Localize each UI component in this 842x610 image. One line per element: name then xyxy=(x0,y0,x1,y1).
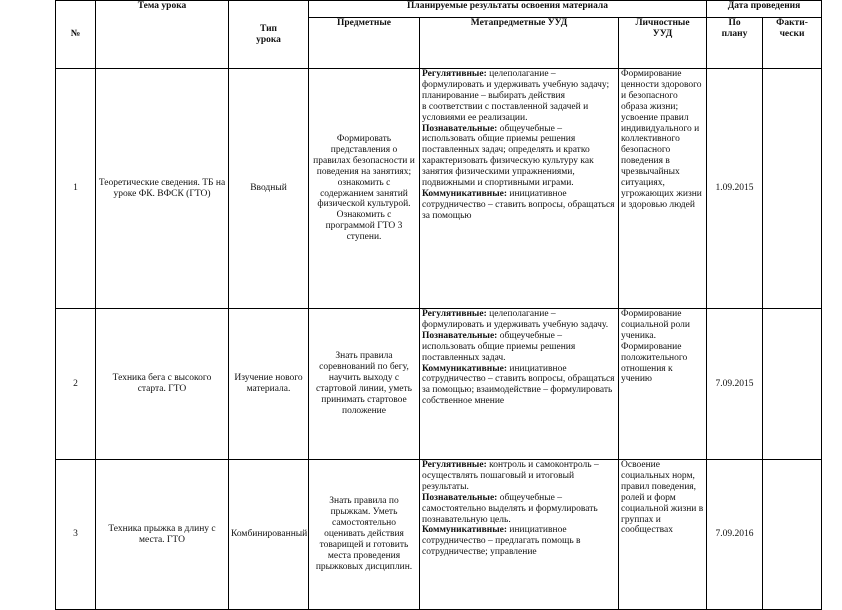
meta-label: Познавательные: xyxy=(422,123,498,134)
meta-text: контроль и самоконтроль – осуществлять пошаговый и итоговый результаты. xyxy=(422,460,599,492)
row-subject-results: Знать правила по прыжкам. Уметь самостоятельно оценивать действия товарищей и готовить места проведения прыжковых дисциплин. xyxy=(309,460,420,610)
meta-item xyxy=(422,493,616,526)
header-plan xyxy=(707,18,763,69)
header-personal xyxy=(619,18,707,69)
meta-item xyxy=(422,124,616,189)
row-type: Изучение нового материала. xyxy=(229,309,309,460)
meta-label: Познавательные: xyxy=(422,492,498,503)
meta-label: Регулятивные: xyxy=(422,69,487,79)
row-meta-results xyxy=(420,460,619,610)
row-topic: Техника бега с высокого старта. ГТО xyxy=(96,309,229,460)
row-date-fact xyxy=(763,69,822,309)
row-date-plan: 7.09.2016 xyxy=(707,460,763,610)
row-type: Вводный xyxy=(229,69,309,309)
meta-item xyxy=(422,309,616,331)
meta-item xyxy=(422,102,616,124)
header-plan-line1: По xyxy=(728,18,741,28)
row-personal-results: Освоение социальных норм, правил поведения, ролей и форм социальной жизни в группах и сообществах xyxy=(619,460,707,610)
row-type: Комбинированный xyxy=(229,460,309,610)
row-date-plan: 1.09.2015 xyxy=(707,69,763,309)
meta-label: Регулятивные: xyxy=(422,460,487,470)
meta-text: инициативное сотрудничество – ставить вопросы, обращаться за помощью xyxy=(422,188,615,221)
meta-text: целеполагание – формулировать и удерживать учебную задачу; планирование – выбирать действия xyxy=(422,69,610,101)
meta-item xyxy=(422,331,616,364)
row-subject-results: Формировать представления о правилах безопасности и поведения на занятиях; ознакомить с содержанием занятий физической культурой. Ознакомить с программой ГТО 3 ступени. xyxy=(309,69,420,309)
header-subject: Предметные xyxy=(309,18,420,69)
header-planned: Планируемые результаты освоения материала xyxy=(309,1,707,18)
row-date-fact xyxy=(763,309,822,460)
header-type-line2: урока xyxy=(256,34,281,45)
header-personal-line2: УУД xyxy=(652,28,673,39)
table-row xyxy=(56,69,822,309)
header-fact xyxy=(763,18,822,69)
meta-label: Регулятивные: xyxy=(422,309,487,319)
meta-text: в соответствии с поставленной задачей и условиями ее реализации. xyxy=(422,101,589,123)
meta-text: целеполагание – формулировать и удерживать учебную задачу. xyxy=(422,309,609,330)
header-plan-line2: плану xyxy=(721,28,748,39)
meta-text: общеучебные – использовать общие приемы решения поставленных задач; определять и кратко характеризовать физическую культуру как занятия физическими упражнениями, подвижными и спортивными играми. xyxy=(422,123,594,189)
header-date: Дата проведения xyxy=(707,1,822,18)
row-num: 3 xyxy=(56,460,96,610)
meta-item xyxy=(422,460,616,493)
header-row-top xyxy=(56,1,822,18)
header-type xyxy=(229,1,309,69)
meta-text: инициативное сотрудничество – ставить вопросы, обращаться за помощью; взаимодействие – формулировать собственное мнение xyxy=(422,363,615,407)
row-meta-results xyxy=(420,69,619,309)
row-subject-results: Знать правила соревнований по бегу, научить выходу с стартовой линии, уметь принимать стартовое положение xyxy=(309,309,420,460)
header-fact-line2: чески xyxy=(779,28,805,39)
meta-item xyxy=(422,69,616,102)
meta-label: Познавательные: xyxy=(422,330,498,341)
header-personal-line1: Личностные xyxy=(635,18,690,28)
table-row xyxy=(56,309,822,460)
lesson-plan-table xyxy=(55,0,822,610)
row-num: 2 xyxy=(56,309,96,460)
row-num: 1 xyxy=(56,69,96,309)
header-type-line1: Тип xyxy=(259,23,278,34)
meta-text: инициативное сотрудничество – предлагать помощь в сотрудничестве; управление xyxy=(422,525,581,558)
header-meta: Метапредметные УУД xyxy=(420,18,619,69)
row-meta-results xyxy=(420,309,619,460)
header-num: № xyxy=(56,1,96,69)
table-row xyxy=(56,460,822,610)
row-topic: Техника прыжка в длину с места. ГТО xyxy=(96,460,229,610)
row-topic: Теоретические сведения. ТБ на уроке ФК. ВФСК (ГТО) xyxy=(96,69,229,309)
meta-label: Коммуникативные: xyxy=(422,363,507,374)
meta-item xyxy=(422,189,616,222)
header-fact-line1: Факти- xyxy=(776,18,808,28)
header-topic: Тема урока xyxy=(96,1,229,69)
meta-label: Коммуникативные: xyxy=(422,188,507,199)
meta-item xyxy=(422,525,616,558)
meta-text: общеучебные – использовать общие приемы решения поставленных задач. xyxy=(422,330,576,363)
meta-text: общеучебные – самостоятельно выделять и формулировать познавательную цель. xyxy=(422,492,598,525)
row-date-plan: 7.09.2015 xyxy=(707,309,763,460)
row-personal-results: Формирование социальной роли ученика. Формирование положительного отношения к учению xyxy=(619,309,707,460)
row-personal-results: Формирование ценности здорового и безопасного образа жизни; усвоение правил индивидуального и коллективного безопасного поведения в чрезвычайных ситуациях, угрожающих жизни и здоровью людей xyxy=(619,69,707,309)
row-date-fact xyxy=(763,460,822,610)
meta-label: Коммуникативные: xyxy=(422,525,507,536)
meta-item xyxy=(422,364,616,408)
